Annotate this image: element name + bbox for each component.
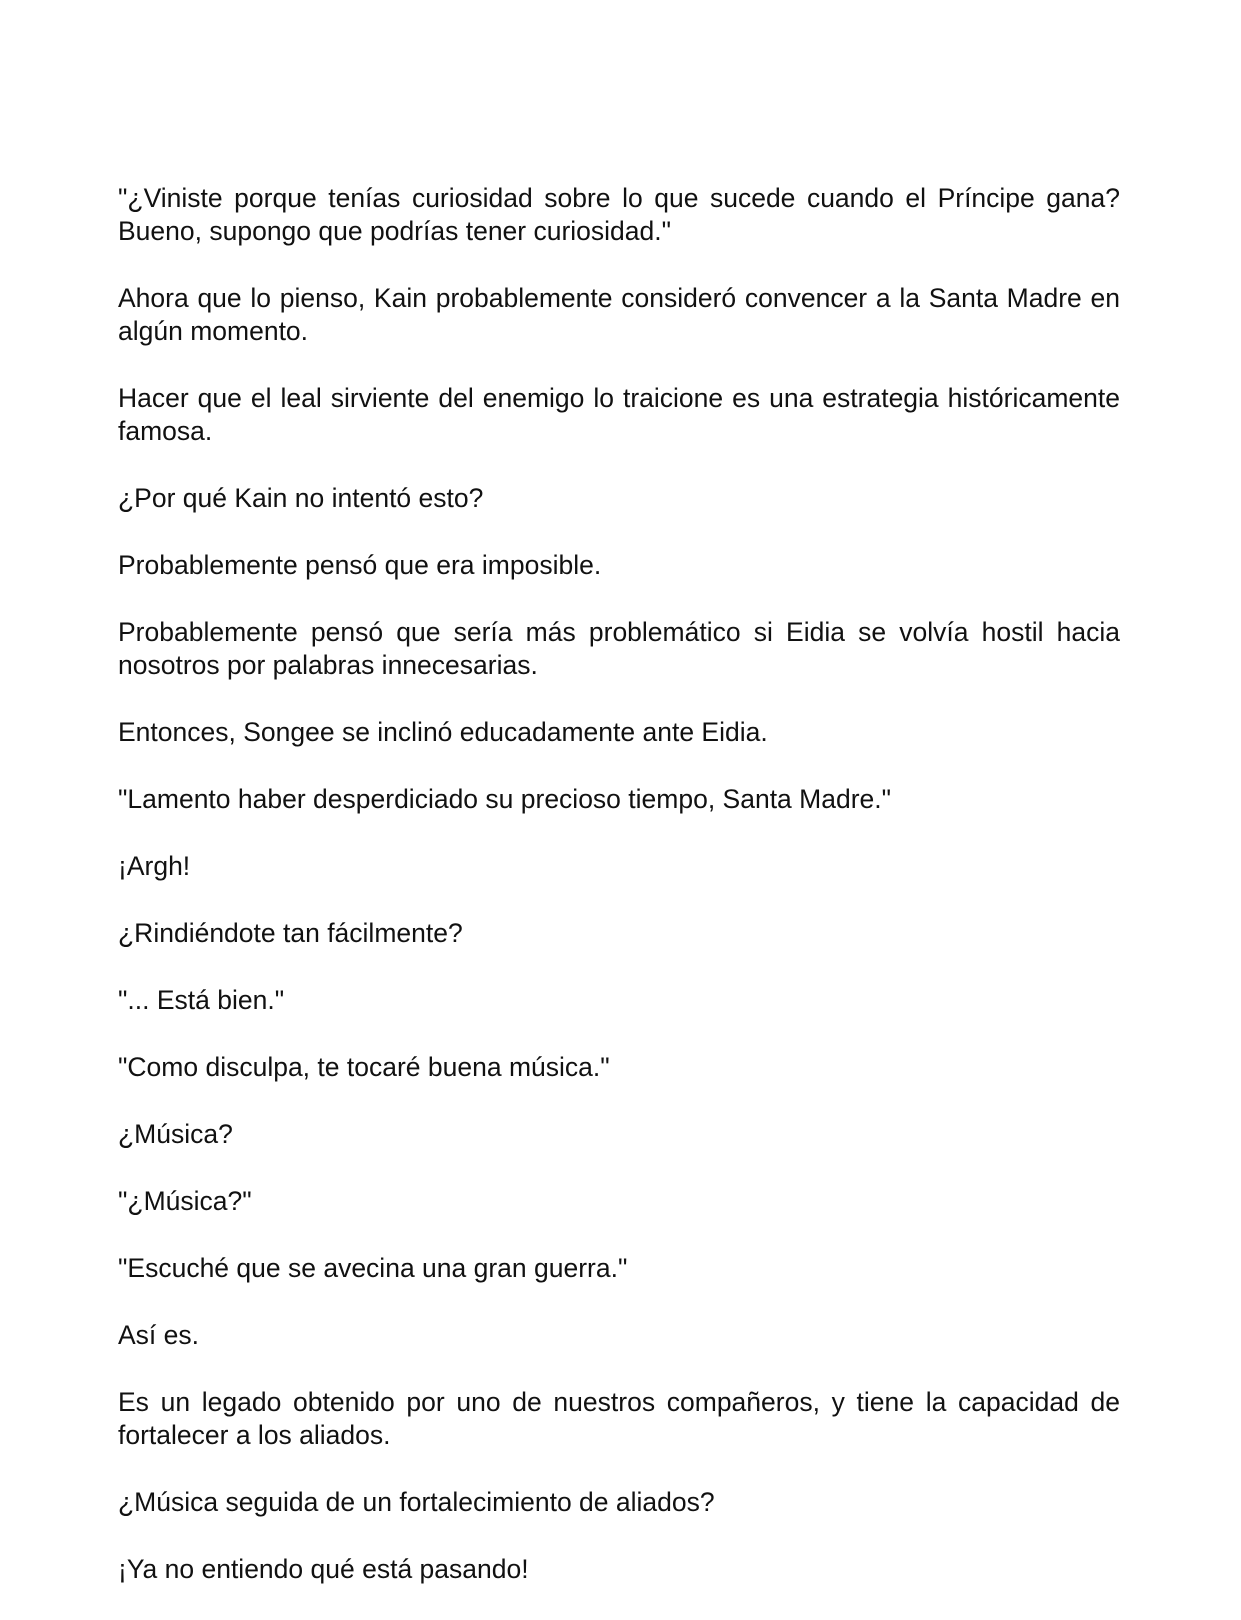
paragraph: "Lamento haber desperdiciado su precioso tiempo, Santa Madre." bbox=[118, 784, 892, 814]
paragraph: "¿Música?" bbox=[118, 1186, 252, 1216]
paragraph: Es un legado obtenido por uno de nuestros compañeros, y tiene la capacidad de fortalecer a los aliados. bbox=[118, 1387, 1120, 1450]
paragraph: ¡Argh! bbox=[118, 851, 191, 881]
paragraph: Probablemente pensó que sería más problemático si Eidia se volvía hostil hacia nosotros por palabras innecesarias. bbox=[118, 617, 1120, 680]
paragraph: Entonces, Songee se inclinó educadamente ante Eidia. bbox=[118, 717, 768, 747]
paragraph: ¿Música seguida de un fortalecimiento de aliados? bbox=[118, 1487, 715, 1517]
document-body bbox=[118, 182, 1120, 1620]
paragraph: Así es. bbox=[118, 1320, 200, 1350]
paragraph: Hacer que el leal sirviente del enemigo lo traicione es una estrategia históricamente famosa. bbox=[118, 383, 1120, 446]
paragraph: Probablemente pensó que era imposible. bbox=[118, 550, 602, 580]
paragraph: ¿Por qué Kain no intentó esto? bbox=[118, 483, 484, 513]
paragraph: "Escuché que se avecina una gran guerra." bbox=[118, 1253, 628, 1283]
paragraph: "¿Viniste porque tenías curiosidad sobre lo que sucede cuando el Príncipe gana? Bueno, supongo que podrías tener curiosidad." bbox=[118, 183, 1120, 246]
paragraph: ¿Rindiéndote tan fácilmente? bbox=[118, 918, 463, 948]
paragraph: ¡Ya no entiendo qué está pasando! bbox=[118, 1554, 529, 1584]
paragraph: ¿Música? bbox=[118, 1119, 233, 1149]
paragraph: "Como disculpa, te tocaré buena música." bbox=[118, 1052, 610, 1082]
paragraph: Ahora que lo pienso, Kain probablemente consideró convencer a la Santa Madre en algún momento. bbox=[118, 283, 1120, 346]
paragraph: "... Está bien." bbox=[118, 985, 285, 1015]
